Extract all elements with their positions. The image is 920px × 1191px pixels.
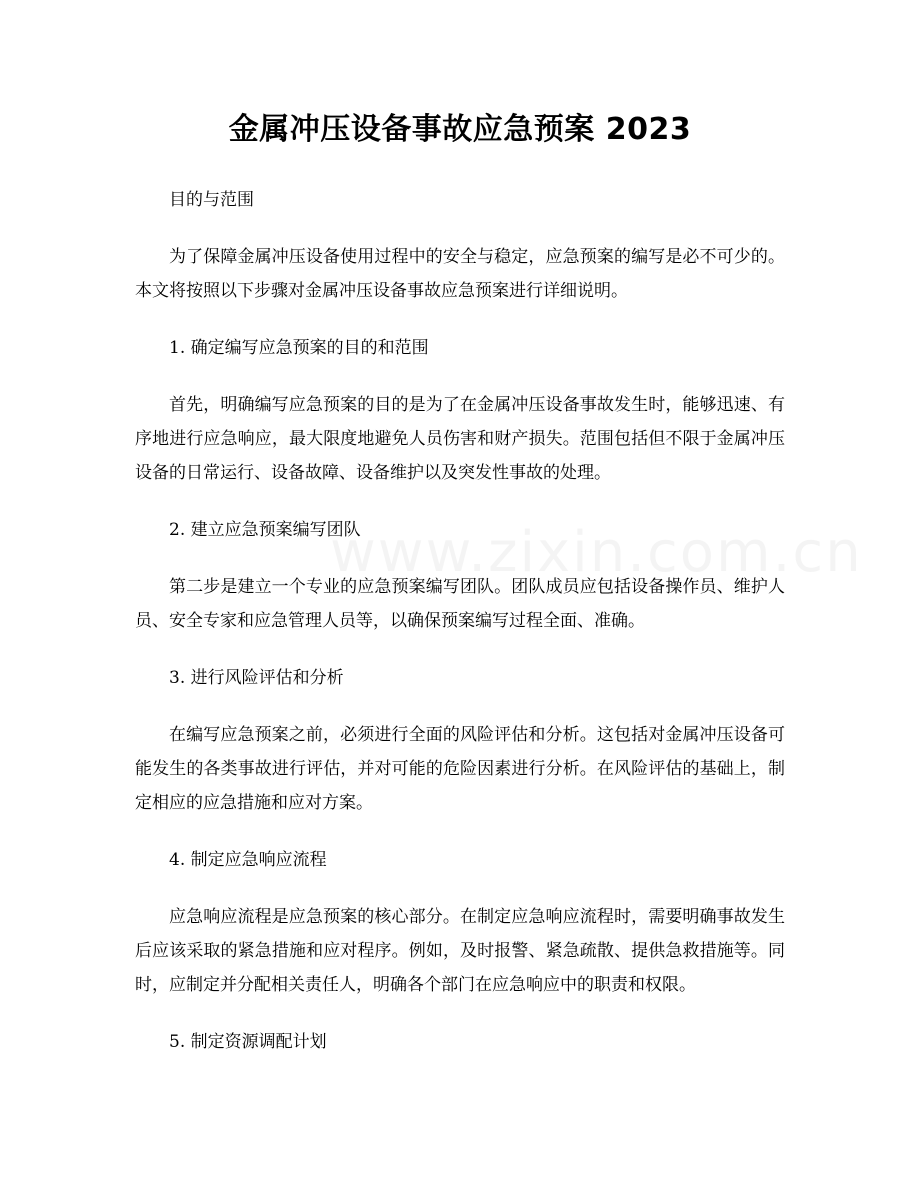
step-4-heading: 4. 制定应急响应流程 [169,850,327,870]
step-5-heading: 5. 制定资源调配计划 [169,1032,327,1052]
step-3-paragraph: 在编写应急预案之前，必须进行全面的风险评估和分析。这包括对金属冲压设备可能发生的各类事故进行评估，并对可能的危险因素进行分析。在风险评估的基础上，制定相应的应急措施和应对方案。 [135,725,785,813]
intro-paragraph: 为了保障金属冲压设备使用过程中的安全与稳定，应急预案的编写是必不可少的。本文将按照以下步骤对金属冲压设备事故应急预案进行详细说明。 [135,247,785,301]
step-4-paragraph: 应急响应流程是应急预案的核心部分。在制定应急响应流程时，需要明确事故发生后应该采取的紧急措施和应对程序。例如，及时报警、紧急疏散、提供急救措施等。同时，应制定并分配相关责任人，明确各个部门在应急响应中的职责和权限。 [135,907,785,995]
step-2-paragraph: 第二步是建立一个专业的应急预案编写团队。团队成员应包括设备操作员、维护人员、安全专家和应急管理人员等，以确保预案编写过程全面、准确。 [135,577,785,631]
document-title: 金属冲压设备事故应急预案 2023 [228,112,692,147]
step-3-heading: 3. 进行风险评估和分析 [169,668,344,688]
step-1-heading: 1. 确定编写应急预案的目的和范围 [169,338,429,358]
step-1-paragraph: 首先，明确编写应急预案的目的是为了在金属冲压设备事故发生时，能够迅速、有序地进行应急响应，最大限度地避免人员伤害和财产损失。范围包括但不限于金属冲压设备的日常运行、设备故障、设备维护以及突发性事故的处理。 [135,395,785,483]
document-body [135,183,785,1082]
section-heading-purpose: 目的与范围 [169,190,254,210]
step-2-heading: 2. 建立应急预案编写团队 [169,520,361,540]
